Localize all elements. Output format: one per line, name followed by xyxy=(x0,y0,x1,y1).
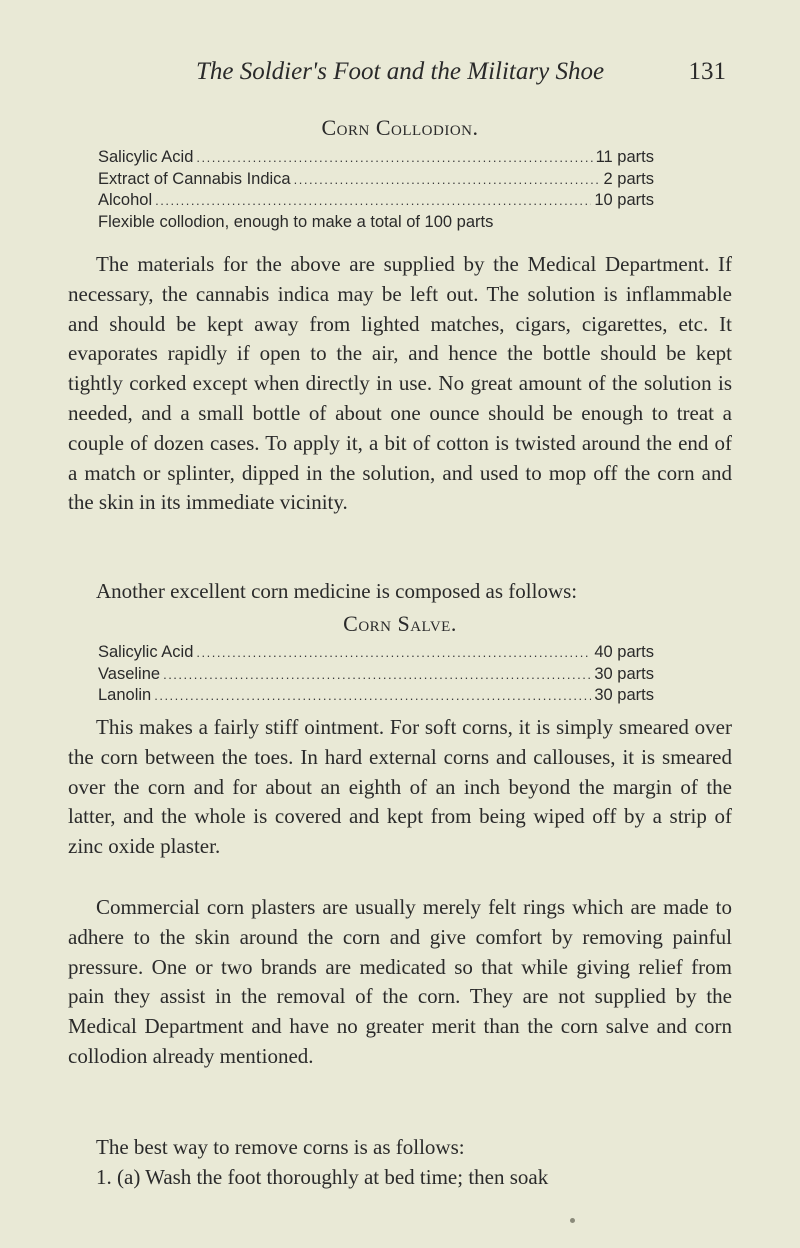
corn-salve-recipe xyxy=(98,642,654,707)
corn-collodion-recipe xyxy=(98,147,654,233)
recipe-note: Flexible collodion, enough to make a total of 100 parts xyxy=(98,212,494,231)
ingredient-row xyxy=(98,147,654,169)
ingredient-name: Salicylic Acid xyxy=(98,148,194,166)
dot-leader xyxy=(163,664,591,686)
ingredient-row xyxy=(98,664,654,686)
ingredient-amount: 30 parts xyxy=(594,686,654,704)
dot-leader xyxy=(196,642,591,664)
paragraph-ointment: This makes a fairly stiff ointment. For soft corns, it is simply smeared over the corn between the toes. In hard external corns and callouses, it is smeared over the corn and for about an eighth of an inch beyond the margin of the latter, and the whole is covered and kept from being wiped off by a strip of zinc oxide plaster. xyxy=(68,715,732,859)
corn-salve-heading: Corn Salve. xyxy=(343,611,457,636)
ingredient-amount: 10 parts xyxy=(594,191,654,209)
paragraph-commercial-plasters: Commercial corn plasters are usually merely felt rings which are made to adhere to the skin around the corn and give comfort by removing painful pressure. One or two brands are medicated so that while giving relief from pain they assist in the removal of the corn. They are not supplied by the Medical Department and have no greater merit than the corn salve and corn collodion already mentioned. xyxy=(68,895,732,1068)
dot-leader xyxy=(154,685,591,707)
paragraph-another-medicine: Another excellent corn medicine is composed as follows: xyxy=(96,579,578,603)
ingredient-name: Alcohol xyxy=(98,191,153,209)
page-header xyxy=(0,58,800,92)
ingredient-name: Lanolin xyxy=(98,686,152,704)
dot-leader xyxy=(155,190,591,212)
corn-collodion-heading: Corn Collodion. xyxy=(321,115,479,140)
paragraph-materials: The materials for the above are supplied by the Medical Department. If necessary, the cannabis indica may be left out. The solution is inflammable and should be kept away from lighted matches, cigars, cigarettes, etc. It evaporates rapidly if open to the air, and hence the bottle should be kept tightly corked except when directly in use. No great amount of the solution is needed, and a small bottle of about one ounce should be enough to treat a couple of dozen cases. To apply it, a bit of cotton is twisted around the end of a match or splinter, dipped in the solution, and used to mop off the corn and the skin in its immediate vicinity. xyxy=(68,252,732,515)
ingredient-amount: 11 parts xyxy=(595,148,654,166)
ingredient-amount: 2 parts xyxy=(603,169,654,188)
ingredient-amount: 40 parts xyxy=(594,643,654,661)
ingredient-row xyxy=(98,642,654,664)
paragraph-step-1a: 1. (a) Wash the foot thoroughly at bed time; then soak xyxy=(96,1165,549,1189)
paragraph-best-way: The best way to remove corns is as follows: xyxy=(96,1135,465,1159)
ingredient-row xyxy=(98,169,654,191)
ingredient-name: Extract of Cannabis Indica xyxy=(98,169,291,188)
page-speck xyxy=(570,1218,575,1223)
running-title: The Soldier's Foot and the Military Shoe xyxy=(195,58,605,85)
page-number: 131 xyxy=(688,58,726,85)
ingredient-amount: 30 parts xyxy=(594,664,654,683)
ingredient-row xyxy=(98,685,654,707)
ingredient-name: Salicylic Acid xyxy=(98,643,194,661)
dot-leader xyxy=(294,169,601,191)
ingredient-name: Vaseline xyxy=(98,664,161,683)
dot-leader xyxy=(196,147,592,169)
ingredient-row xyxy=(98,190,654,212)
